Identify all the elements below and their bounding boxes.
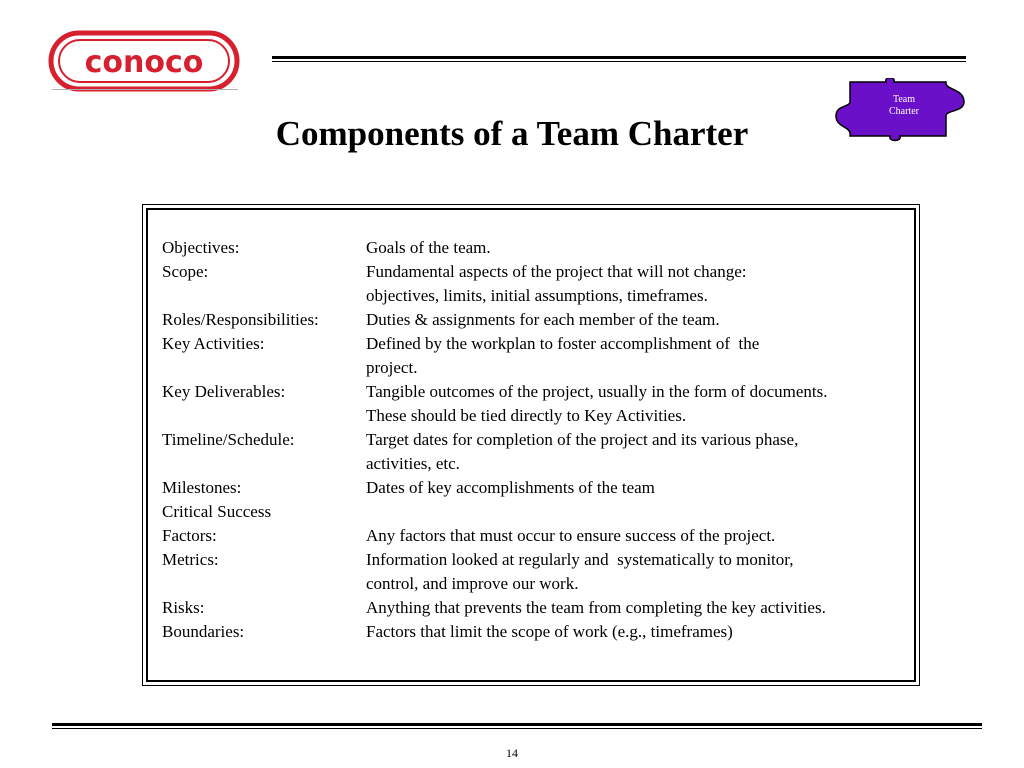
component-definition: control, and improve our work. <box>366 574 579 593</box>
component-term: Risks: <box>162 598 205 617</box>
component-term: Factors: <box>162 526 217 545</box>
list-item <box>162 452 922 476</box>
list-item <box>162 284 922 308</box>
component-definition: Any factors that must occur to ensure success of the project. <box>366 526 776 545</box>
list-item <box>162 572 922 596</box>
list-item <box>162 260 922 284</box>
slide-title: Components of a Team Charter <box>275 114 749 153</box>
component-term: Milestones: <box>162 478 242 497</box>
footer-divider <box>52 723 982 729</box>
component-term <box>162 404 366 428</box>
component-term <box>162 572 366 596</box>
component-term: Critical Success <box>162 502 272 521</box>
component-term <box>162 452 366 476</box>
component-term: Roles/Responsibilities: <box>162 310 319 329</box>
badge-line-2: Charter <box>889 106 919 117</box>
component-definition: Target dates for completion of the project and its various phase, <box>366 430 799 449</box>
component-definition: project. <box>366 358 418 377</box>
component-term <box>162 356 366 380</box>
component-term: Scope: <box>162 262 209 281</box>
component-definition: Anything that prevents the team from completing the key activities. <box>366 598 826 617</box>
component-definition: Tangible outcomes of the project, usually in the form of documents. <box>366 382 828 401</box>
team-charter-puzzle-icon <box>834 78 970 142</box>
component-term: Key Deliverables: <box>162 382 286 401</box>
list-item <box>162 332 922 356</box>
component-definition: Fundamental aspects of the project that will not change: <box>366 262 747 281</box>
component-definition: activities, etc. <box>366 454 460 473</box>
component-term <box>162 284 366 308</box>
page-number: 14 <box>506 746 518 760</box>
component-definition: Goals of the team. <box>366 238 491 257</box>
component-term: Timeline/Schedule: <box>162 430 295 449</box>
list-item <box>162 620 922 644</box>
list-item <box>162 548 922 572</box>
logo-wordmark: conoco <box>84 45 204 80</box>
component-definition: objectives, limits, initial assumptions, timeframes. <box>366 286 708 305</box>
component-term: Objectives: <box>162 238 240 257</box>
list-item <box>162 476 922 500</box>
component-definition: Dates of key accomplishments of the team <box>366 478 655 497</box>
component-term: Metrics: <box>162 550 219 569</box>
charter-components-list <box>162 236 922 644</box>
component-term: Key Activities: <box>162 334 265 353</box>
list-item <box>162 236 922 260</box>
component-definition: These should be tied directly to Key Activities. <box>366 406 687 425</box>
list-item <box>162 524 922 548</box>
list-item <box>162 404 922 428</box>
component-term: Boundaries: <box>162 622 245 641</box>
component-definition: Duties & assignments for each member of the team. <box>366 310 720 329</box>
list-item <box>162 428 922 452</box>
component-definition: Factors that limit the scope of work (e.g., timeframes) <box>366 622 733 641</box>
list-item <box>162 596 922 620</box>
logo-underline <box>52 89 238 90</box>
list-item <box>162 380 922 404</box>
conoco-logo <box>48 30 240 92</box>
list-item <box>162 500 922 524</box>
list-item <box>162 308 922 332</box>
badge-line-1: Team <box>892 94 916 105</box>
component-definition: Information looked at regularly and systematically to monitor, <box>366 550 794 569</box>
header-divider <box>272 56 966 62</box>
component-definition: Defined by the workplan to foster accomplishment of the <box>366 334 760 353</box>
list-item <box>162 356 922 380</box>
